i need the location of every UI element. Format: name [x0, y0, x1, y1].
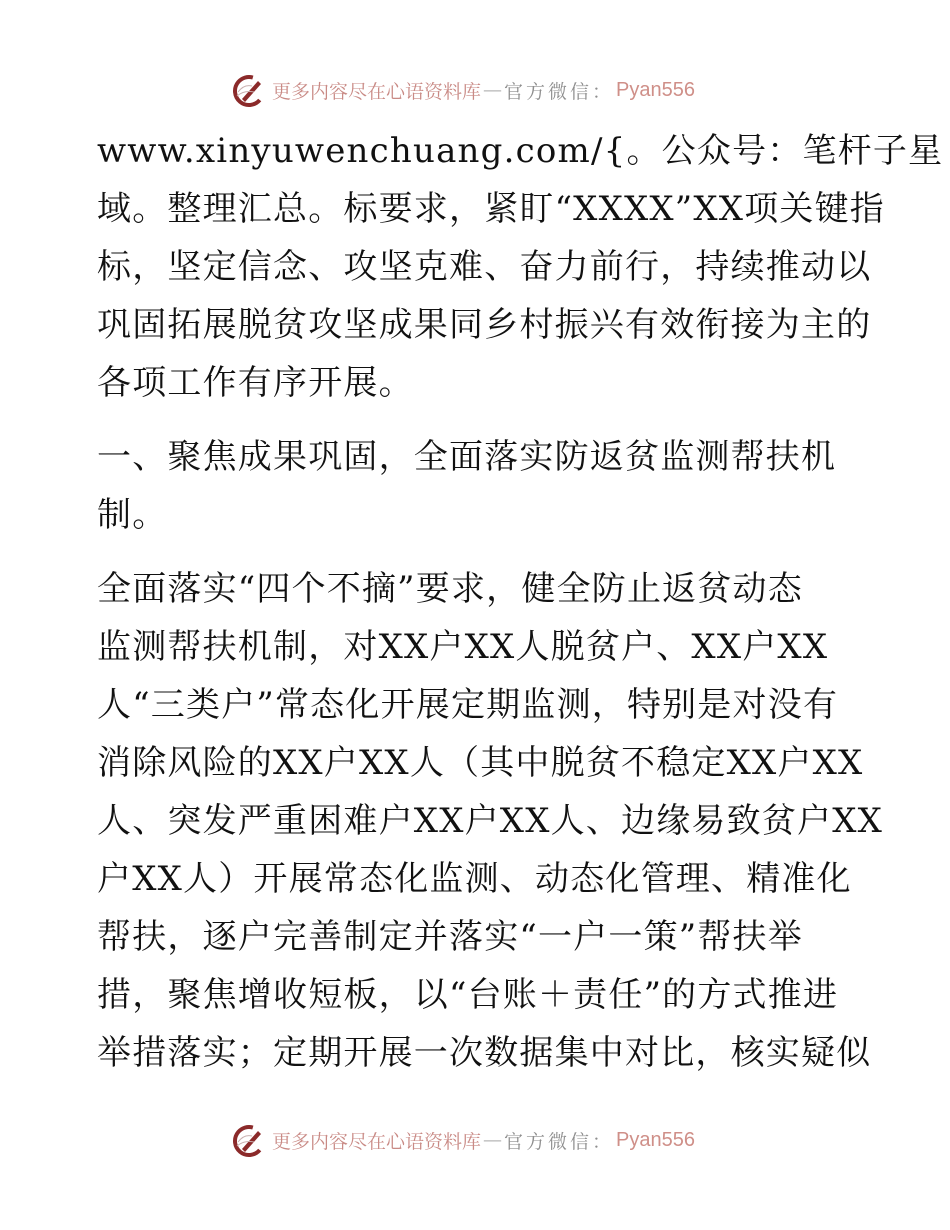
text-line: 巩固拓展脱贫攻坚成果同乡村振兴有效衔接为主的 [97, 305, 872, 345]
quill-pen-logo-icon [232, 72, 268, 108]
banner-slogan: 更多内容尽在心语资料库 [272, 1130, 482, 1153]
banner-dash: — [483, 79, 503, 101]
text-line: 举措落实；定期开展一次数据集中对比，核实疑似 [97, 1033, 872, 1073]
heading-line: 一、聚焦成果巩固，全面落实防返贫监测帮扶机 [97, 437, 837, 477]
body-paragraph [97, 560, 884, 1082]
text-line: 人“三类户”常态化开展定期监测，特别是对没有 [97, 685, 839, 725]
text-line: 人、突发严重困难户XX户XX人、边缘易致贫户XX [97, 801, 884, 841]
text-line: 标，坚定信念、攻坚克难、奋力前行，持续推动以 [97, 247, 872, 287]
text-line: 措，聚焦增收短板，以“台账＋责任”的方式推进 [97, 975, 839, 1015]
banner-wechat-id: Pyan556 [616, 1128, 695, 1151]
banner-wechat-label: 官方微信： [504, 80, 615, 103]
text-line: www.xinyuwenchuang.com/{。公众号：笔杆子星 [97, 131, 944, 171]
text-line: 各项工作有序开展。 [97, 363, 414, 403]
banner-wechat-label: 官方微信： [504, 1130, 615, 1153]
heading-line: 制。 [97, 495, 168, 535]
section-heading [97, 428, 857, 544]
banner-dash: — [483, 1129, 503, 1151]
quill-pen-logo-icon [232, 1122, 268, 1158]
banner-wechat-id: Pyan556 [616, 78, 695, 101]
header-banner [232, 70, 712, 110]
intro-paragraph [97, 122, 944, 412]
footer-banner [232, 1120, 712, 1160]
text-line: 消除风险的XX户XX人（其中脱贫不稳定XX户XX [97, 743, 864, 783]
text-line: 域。整理汇总。标要求，紧盯“XXXX”XX项关键指 [97, 189, 885, 229]
text-line: 户XX人）开展常态化监测、动态化管理、精准化 [97, 859, 852, 899]
document-body [97, 122, 944, 1082]
paragraph-gap [97, 544, 857, 560]
text-line: 全面落实“四个不摘”要求，健全防止返贫动态 [97, 569, 803, 609]
text-line: 帮扶，逐户完善制定并落实“一户一策”帮扶举 [97, 917, 803, 957]
paragraph-gap [97, 412, 857, 428]
text-line: 监测帮扶机制，对XX户XX人脱贫户、XX户XX [97, 627, 829, 667]
banner-slogan: 更多内容尽在心语资料库 [272, 80, 482, 103]
